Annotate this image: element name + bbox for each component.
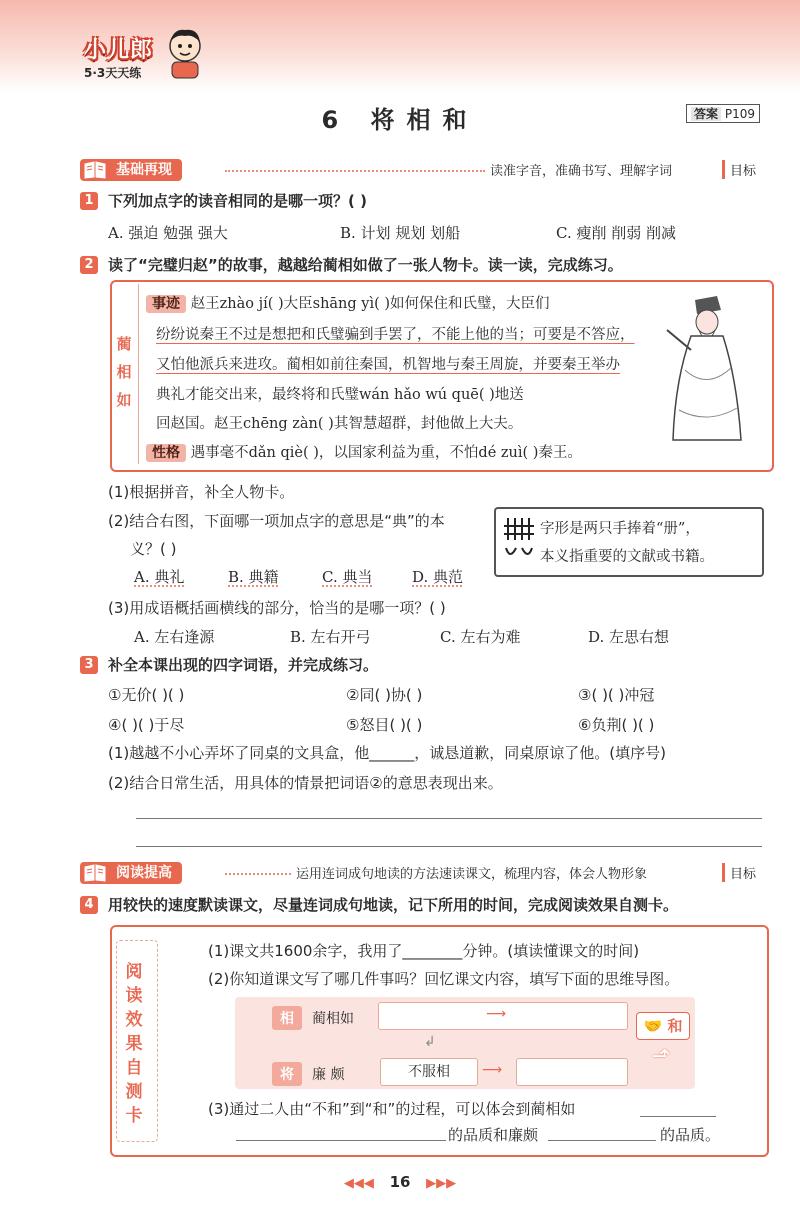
arrow-right-icon: ⟶: [482, 1062, 503, 1078]
logo-subtitle: 5·3天天练: [84, 66, 142, 80]
book-icon: [84, 864, 106, 882]
idiom-5[interactable]: ⑤怒目( )( ): [346, 716, 423, 734]
card-side-title: 蔺 相 如: [116, 335, 132, 409]
arrow-down-icon: ↲: [424, 1034, 436, 1050]
q3-sub1: (1)越越不小心弄坏了同桌的文具盒，他______，诚恳道歉，同桌原谅了他。(填序号): [108, 744, 666, 762]
question-3-text: 补全本课出现的四字词语，并完成练习。: [108, 656, 379, 674]
question-number: 3: [80, 656, 98, 674]
mind-map-blank-2[interactable]: [516, 1058, 628, 1086]
section-reading-label: 阅读提高: [80, 862, 182, 884]
mind-map-jiang-name: 廉 颇: [312, 1067, 345, 1083]
hint-line-1: 字形是两只手捧着“册”，: [540, 521, 700, 537]
q4-sub1: (1)课文共1600余字，我用了________分钟。(填读懂课文的时间): [208, 942, 640, 960]
divider: [225, 170, 485, 172]
answer-line[interactable]: [136, 846, 762, 847]
q3-sub2: (2)结合日常生活，用具体的情景把词语②的意思表现出来。: [108, 774, 503, 792]
book-icon: [84, 161, 106, 179]
q2-sub2: (2)结合右图，下面哪一项加点字的意思是“典”的本: [108, 512, 445, 530]
answer-line[interactable]: [136, 818, 762, 819]
idiom-4[interactable]: ④( )( )于尽: [108, 716, 185, 734]
question-number: 1: [80, 192, 98, 210]
idiom-6[interactable]: ⑥负荆( )( ): [578, 716, 655, 734]
q2-sub1: (1)根据拼音，补全人物卡。: [108, 483, 295, 501]
q2-sub3: (3)用成语概括画横线的部分，恰当的是哪一项？( ): [108, 599, 446, 617]
character-line: 性格 遇事毫不dǎn qiè( )，以国家利益为重，不怕dé zuì( )秦王。: [146, 441, 582, 462]
section-basic-goal: 读准字音，准确书写、理解字词: [490, 164, 673, 179]
tag-character: 性格: [146, 444, 186, 462]
mind-map-jiang-tag: 将: [272, 1062, 302, 1086]
self-test-side-title: 阅 读 效 果 自 测 卡: [125, 962, 143, 1126]
mind-map-bufu: 不服相: [380, 1058, 478, 1086]
next-arrows-icon[interactable]: ▶▶▶: [426, 1176, 457, 1191]
page-footer: [0, 1173, 800, 1191]
prev-arrows-icon[interactable]: ◀◀◀: [343, 1176, 374, 1191]
q4-sub3-end: 的品质。: [660, 1126, 721, 1144]
q4-sub3: (3)通过二人由“不和”到“和”的过程，可以体会到蔺相如: [208, 1100, 576, 1118]
story-line-1: 事迹 赵王zhào jí( )大臣shāng yì( )如何保住和氏璧，大臣们: [146, 292, 550, 313]
mind-map-xiang-name: 蔺相如: [312, 1011, 354, 1027]
q2-sub2-option-b[interactable]: B. 典籍: [228, 568, 279, 586]
arrow-right-icon: ⟶: [486, 1006, 507, 1022]
ancient-dian-char-icon: [502, 514, 536, 564]
mind-map-he-node: 🤝 和: [636, 1012, 690, 1040]
q2-sub3-option-a[interactable]: A. 左右逢源: [134, 628, 215, 646]
q2-sub2-cont: 义？( ): [130, 540, 177, 558]
answer-line[interactable]: [548, 1140, 656, 1141]
q2-sub3-option-c[interactable]: C. 左右为难: [440, 628, 521, 646]
question-1-text: 下列加点字的读音相同的是哪一项？( ): [108, 192, 367, 210]
question-2-text: 读了“完璧归赵”的故事，越越给蔺相如做了一张人物卡。读一读，完成练习。: [108, 256, 623, 274]
story-line-5: 回赵国。赵王chēng zàn( )其智慧超群，封他做上大夫。: [156, 416, 523, 432]
logo: 小儿郎: [84, 38, 154, 63]
hint-line-2: 本义指重要的文献或书籍。: [540, 549, 714, 565]
answer-line[interactable]: [236, 1140, 446, 1141]
q2-sub3-option-b[interactable]: B. 左右开弓: [290, 628, 371, 646]
story-line-4: 典礼才能交出来，最终将和氏璧wán hǎo wú quē( )地送: [156, 387, 524, 403]
answer-line[interactable]: [640, 1116, 716, 1117]
card-divider: [138, 284, 139, 464]
q4-sub3-mid: 的品质和廉颇: [448, 1126, 539, 1144]
section-reading-goal: 运用连词成句地读的方法速读课文，梳理内容，体会人物形象: [296, 867, 648, 882]
arrow-up-icon: ⬏: [652, 1044, 671, 1069]
q2-sub2-option-c[interactable]: C. 典当: [322, 568, 373, 586]
page-number: 16: [389, 1173, 411, 1191]
tag-story: 事迹: [146, 295, 186, 313]
goal-tag: 目标: [722, 160, 756, 179]
answer-reference: 答案 P109: [686, 104, 760, 123]
q1-option-b[interactable]: B. 计划 规划 划船: [340, 224, 461, 242]
story-line-2: 纷纷说秦王不过是想把和氏璧骗到手罢了，不能上他的当；可要是不答应，: [156, 327, 635, 343]
mind-map-xiang-tag: 相: [272, 1006, 302, 1030]
divider: [225, 873, 291, 875]
q1-option-c[interactable]: C. 瘦削 削弱 削减: [556, 224, 677, 242]
question-4-text: 用较快的速度默读课文，尽量连词成句地读，记下所用的时间，完成阅读效果自测卡。: [108, 896, 679, 914]
idiom-3[interactable]: ③( )( )冲冠: [578, 686, 655, 704]
idiom-2[interactable]: ②同( )协( ): [346, 686, 423, 704]
mascot-icon: [160, 24, 210, 80]
page-title: 6 将相和: [321, 106, 479, 134]
minister-illustration-icon: [655, 290, 755, 450]
q4-sub2: (2)你知道课文写了哪几件事吗？回忆课文内容，填写下面的思维导图。: [208, 970, 680, 988]
q2-sub2-option-a[interactable]: A. 典礼: [134, 568, 185, 586]
section-basic-label: 基础再现: [80, 159, 182, 181]
q2-sub2-option-d[interactable]: D. 典范: [412, 568, 464, 586]
question-number: 2: [80, 256, 98, 274]
story-line-3: 又怕他派兵来进攻。蔺相如前往秦国，机智地与秦王周旋，并要秦王举办: [156, 357, 620, 373]
idiom-1[interactable]: ①无价( )( ): [108, 686, 185, 704]
question-number: 4: [80, 896, 98, 914]
goal-tag: 目标: [722, 863, 756, 882]
q1-option-a[interactable]: A. 强迫 勉强 强大: [108, 224, 228, 242]
q2-sub3-option-d[interactable]: D. 左思右想: [588, 628, 670, 646]
